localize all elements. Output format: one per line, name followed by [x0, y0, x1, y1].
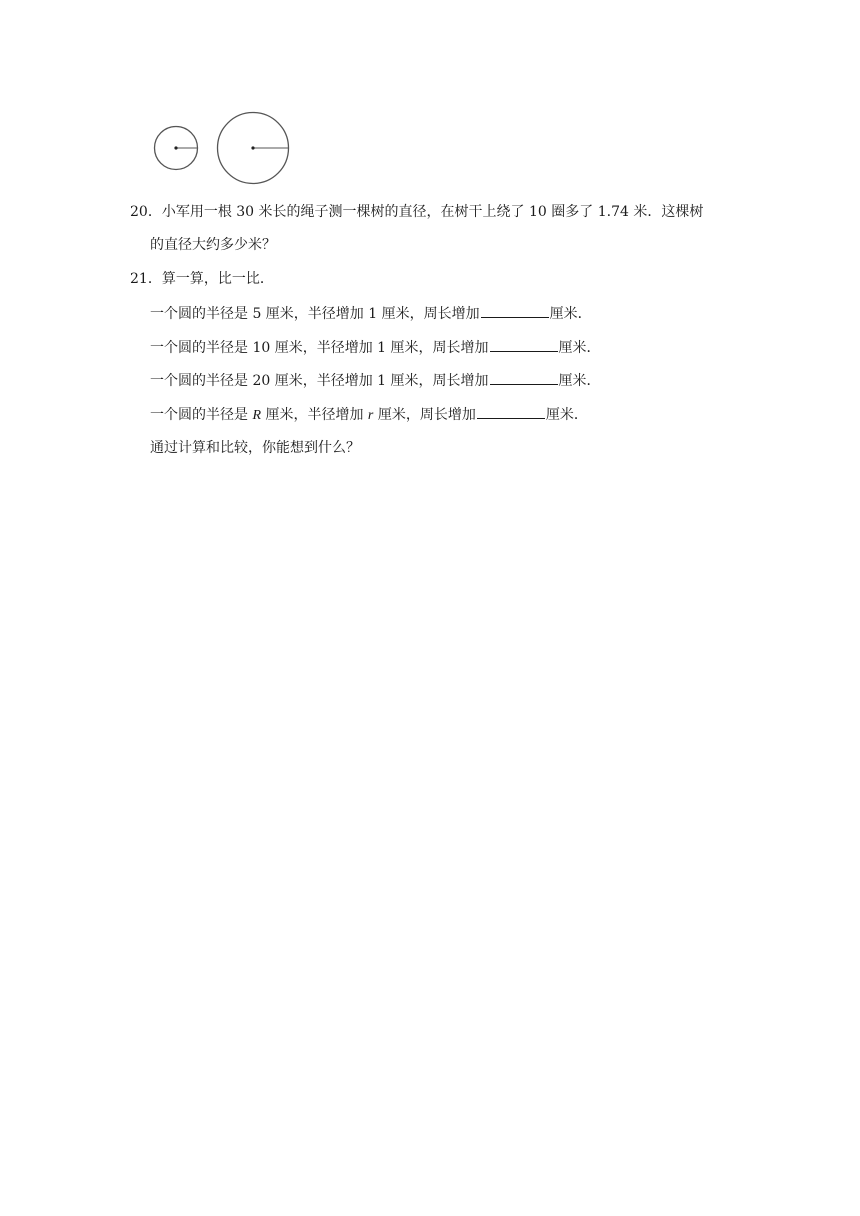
variable-r: r	[367, 408, 374, 423]
row-1-unit: 厘米．	[549, 306, 592, 322]
row-2-text: 一个圆的半径是 10 厘米，半径增加 1 厘米，周长增加	[150, 340, 489, 356]
answer-blank-2[interactable]	[490, 337, 558, 352]
question-21-row-3	[150, 370, 601, 391]
question-20-number: 20．	[130, 204, 162, 220]
question-21-row-2	[150, 337, 601, 358]
answer-blank-4[interactable]	[477, 404, 545, 419]
question-20-line-1	[130, 202, 703, 222]
variable-R: R	[252, 408, 262, 423]
row-2-unit: 厘米．	[558, 340, 601, 356]
question-21-number: 21．	[130, 271, 162, 287]
answer-blank-3[interactable]	[490, 370, 558, 385]
question-21-title-line	[130, 269, 274, 289]
question-20-text: 小军用一根 30 米长的绳子测一棵树的直径，在树干上绕了 10 圈多了 1.74 米．这棵树	[161, 204, 704, 220]
row-3-unit: 厘米．	[558, 373, 601, 389]
question-21-closing	[150, 438, 360, 458]
question-21-row-1	[150, 303, 592, 324]
row-4-text-c: 厘米，周长增加	[373, 407, 476, 423]
question-20-text-cont: 的直径大约多少米？	[150, 237, 276, 253]
circles-figure	[150, 108, 295, 190]
row-1-text: 一个圆的半径是 5 厘米，半径增加 1 厘米，周长增加	[150, 306, 480, 322]
question-21-row-4	[150, 404, 588, 426]
answer-blank-1[interactable]	[481, 303, 549, 318]
closing-text: 通过计算和比较，你能想到什么？	[150, 440, 360, 456]
large-circle	[218, 113, 289, 184]
question-20-line-2	[150, 235, 276, 255]
row-4-text-b: 厘米，半径增加	[261, 407, 368, 423]
small-circle	[155, 127, 198, 170]
row-4-unit: 厘米．	[545, 407, 588, 423]
row-3-text: 一个圆的半径是 20 厘米，半径增加 1 厘米，周长增加	[150, 373, 489, 389]
row-4-text-a: 一个圆的半径是	[150, 407, 253, 423]
question-21-title: 算一算，比一比．	[161, 271, 274, 287]
